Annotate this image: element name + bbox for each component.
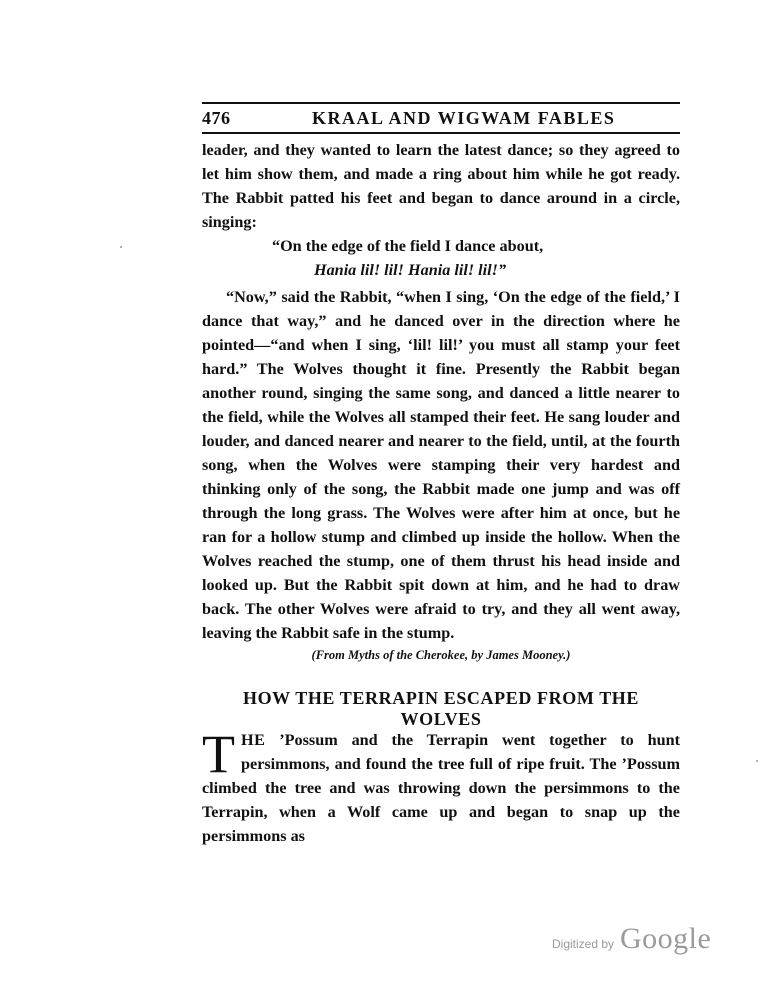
running-title: KRAAL AND WIGWAM FABLES — [312, 108, 616, 128]
google-logo: Google — [620, 922, 712, 955]
paragraph-body: ’Possum and the Terrapin went together to hunt persimmons, and found the tree full of ripe fruit. The ’Possum climbed the tree and was throwing down the persimmons to the Terrapin, when a Wolf came up and began to snap up the persimmons as — [202, 731, 680, 845]
paragraph-rabbit-dance-intro: leader, and they wanted to learn the latest dance; so they agreed to let him show them, and made a ring about him while he got ready. The Rabbit patted his feet and began to dance around in a circle, singing: — [202, 141, 680, 231]
scan-speck — [756, 760, 758, 762]
source-credit: (From Myths of the Cherokee, by James Mooney.) — [311, 648, 571, 662]
verse-line-2: Hania lil! lil! Hania lil! lil!” — [314, 261, 507, 279]
digitized-by-google-watermark — [552, 922, 722, 958]
section-heading: HOW THE TERRAPIN ESCAPED FROM THE WOLVES — [242, 688, 640, 729]
song-verse — [272, 234, 543, 282]
drop-cap: T — [202, 724, 235, 784]
scan-speck — [120, 246, 122, 248]
paragraph-lead-word: HE — [241, 731, 266, 749]
header-top-rule — [202, 102, 680, 104]
verse-line-1: “On the edge of the field I dance about, — [272, 237, 544, 255]
running-header — [202, 106, 680, 134]
paragraph-terrapin-opening — [202, 724, 680, 848]
watermark-digitized-text: Digitized by — [552, 937, 615, 951]
page-number: 476 — [202, 108, 231, 128]
paragraph-rabbit-escape: “Now,” said the Rabbit, “when I sing, ‘On the edge of the field,’ I dance that way,” and he danced over in the direction where he pointed—“and when I sing, ‘lil! lil!’ you must all stamp your feet hard.” The Wolves thought it fine. Presently the Rabbit began another round, singing the same song, and danced a little nearer to the field, while the Wolves all stamped their feet. He sang louder and louder, and danced nearer and nearer to the field, until, at the fourth song, when the Wolves were stamping their very hardest and thinking only of the song, the Rabbit made one jump and was off through the long grass. The Wolves were after him at once, but he ran for a hollow stump and climbed up inside the hollow. When the Wolves reached the stump, one of them thrust his head inside and looked up. But the Rabbit spit down at him, and he had to draw back. The other Wolves were afraid to try, and they all went away, leaving the Rabbit safe in the stump. — [202, 288, 680, 642]
